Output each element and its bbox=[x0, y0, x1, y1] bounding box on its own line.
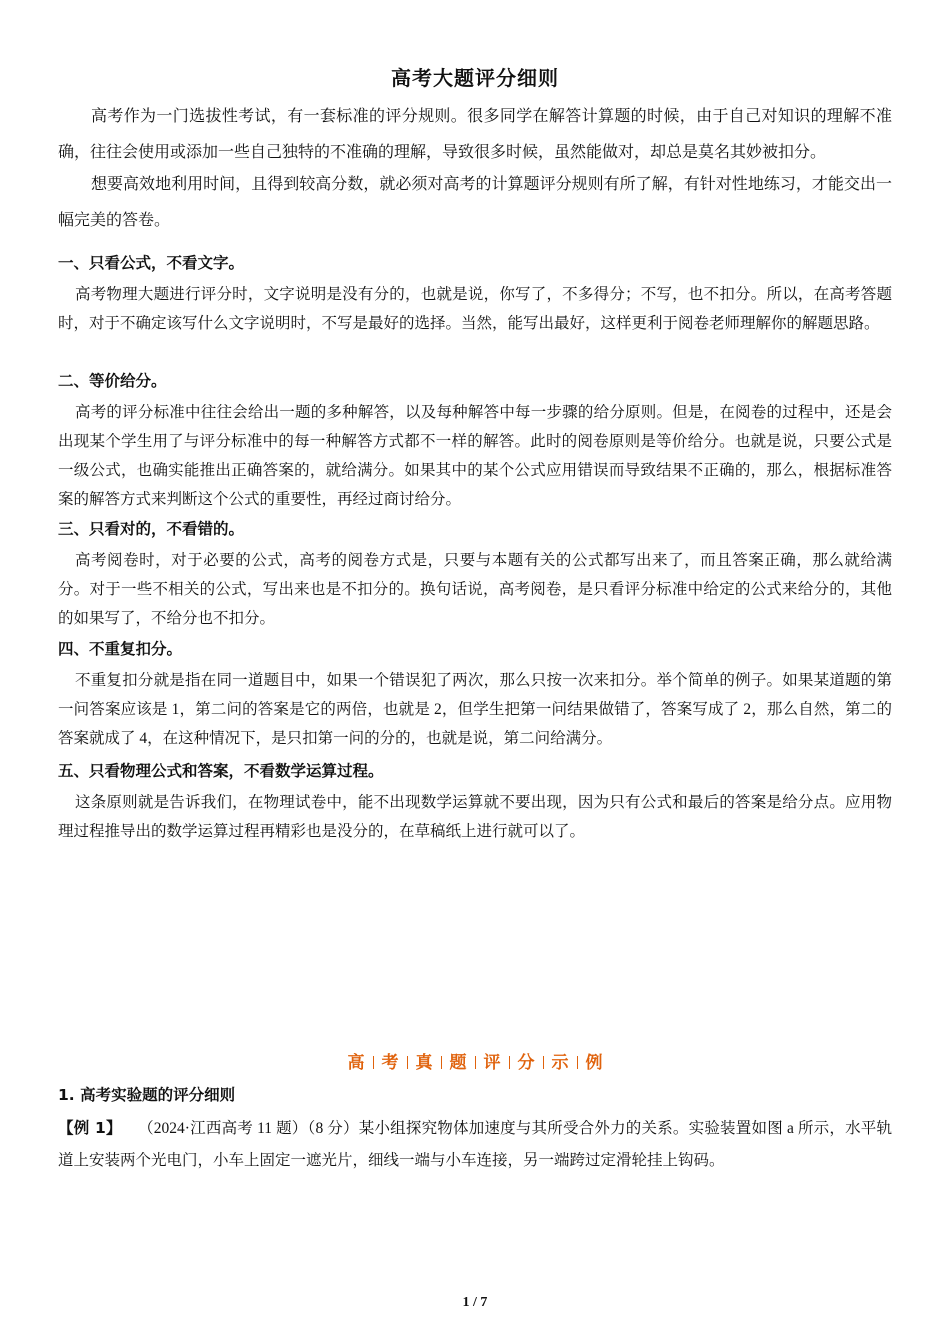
section-body-3: 高考阅卷时，对于必要的公式，高考的阅卷方式是，只要与本题有关的公式都写出来了，而且答案正确，那么就给满分。对于一些不相关的公式，写出来也是不扣分的。换句话说，高考阅卷，是只看评分标准中给定的公式来给分的，其他的如果写了，不给分也不扣分。 bbox=[58, 552, 892, 627]
banner-divider bbox=[509, 1056, 510, 1069]
section-body-5: 这条原则就是告诉我们，在物理试卷中，能不出现数学运算就不要出现，因为只有公式和最后的答案是给分点。应用物理过程推导出的数学运算过程再精彩也是没分的，在草稿纸上进行就可以了。 bbox=[58, 794, 892, 840]
banner-char: 例 bbox=[585, 1053, 603, 1073]
section-heading-4: 四、不重复扣分。 bbox=[58, 640, 183, 658]
intro-paragraph-2: 想要高效地利用时间，且得到较高分数，就必须对高考的计算题评分规则有所了解，有针对性地练习，才能交出一幅完美的答卷。 bbox=[58, 174, 892, 229]
example-text: 某小组探究物体加速度与其所受合外力的关系。实验装置如图 a 所示，水平轨道上安装两个光电门，小车上固定一遮光片，细线一端与小车连接，另一端跨过定滑轮挂上钩码。 bbox=[58, 1120, 892, 1169]
intro-paragraph-1: 高考作为一门选拔性考试，有一套标准的评分规则。很多同学在解答计算题的时候，由于自己对知识的理解不准确，往往会使用或添加一些自己独特的不准确的理解，导致很多时候，虽然能做对，却总是莫名其妙被扣分。 bbox=[58, 106, 892, 161]
page-number: 1 / 7 bbox=[462, 1295, 488, 1310]
section-heading-1: 一、只看公式，不看文字。 bbox=[58, 254, 245, 272]
section-banner bbox=[0, 1048, 950, 1073]
banner-divider bbox=[543, 1056, 544, 1069]
banner-char: 评 bbox=[483, 1053, 501, 1073]
example-paragraph bbox=[58, 1112, 892, 1177]
section-heading-3: 三、只看对的，不看错的。 bbox=[58, 520, 245, 538]
banner-char: 真 bbox=[415, 1053, 433, 1073]
banner-char: 考 bbox=[381, 1053, 399, 1073]
banner-divider bbox=[441, 1056, 442, 1069]
banner-divider bbox=[407, 1056, 408, 1069]
section-body-2: 高考的评分标准中往往会给出一题的多种解答，以及每种解答中每一步骤的给分原则。但是，在阅卷的过程中，还是会出现某个学生用了与评分标准中的每一种解答方式都不一样的解答。此时的阅卷原则是等价给分。也就是说，只要公式是一级公式，也确实能推出正确答案的，就给满分。如果其中的某个公式应用错误而导致结果不正确的，那么，根据标准答案的解答方式来判断这个公式的重要性，再经过商讨给分。 bbox=[58, 404, 892, 508]
banner-divider bbox=[577, 1056, 578, 1069]
page-title: 高考大题评分细则 bbox=[391, 66, 559, 90]
example-source: （2024·江西高考 11 题）（8 分） bbox=[138, 1120, 359, 1137]
banner-char: 分 bbox=[517, 1053, 535, 1073]
section-body-1: 高考物理大题进行评分时，文字说明是没有分的，也就是说，你写了，不多得分；不写，也不扣分。所以，在高考答题时，对于不确定该写什么文字说明时，不写是最好的选择。当然，能写出最好，这样更利于阅卷老师理解你的解题思路。 bbox=[58, 286, 892, 332]
subsection-heading: 1. 高考实验题的评分细则 bbox=[58, 1086, 236, 1104]
section-body-4: 不重复扣分就是指在同一道题目中，如果一个错误犯了两次，那么只按一次来扣分。举个简单的例子。如果某道题的第一问答案应该是 1，第二问的答案是它的两倍，也就是 2，但学生把第一问结果做错了，答案写成了 2，那么自然，第二的答案就成了 4，在这种情况下，是只扣第一问的分的，也就是说，第二问给满分。 bbox=[58, 672, 892, 747]
section-heading-5: 五、只看物理公式和答案，不看数学运算过程。 bbox=[58, 762, 384, 780]
banner-char: 示 bbox=[551, 1053, 569, 1073]
example-tag: 【例 1】 bbox=[58, 1119, 122, 1137]
banner-char: 题 bbox=[449, 1053, 467, 1073]
section-heading-2: 二、等价给分。 bbox=[58, 372, 167, 390]
banner-char: 高 bbox=[347, 1053, 365, 1073]
banner-divider bbox=[373, 1056, 374, 1069]
banner-divider bbox=[475, 1056, 476, 1069]
